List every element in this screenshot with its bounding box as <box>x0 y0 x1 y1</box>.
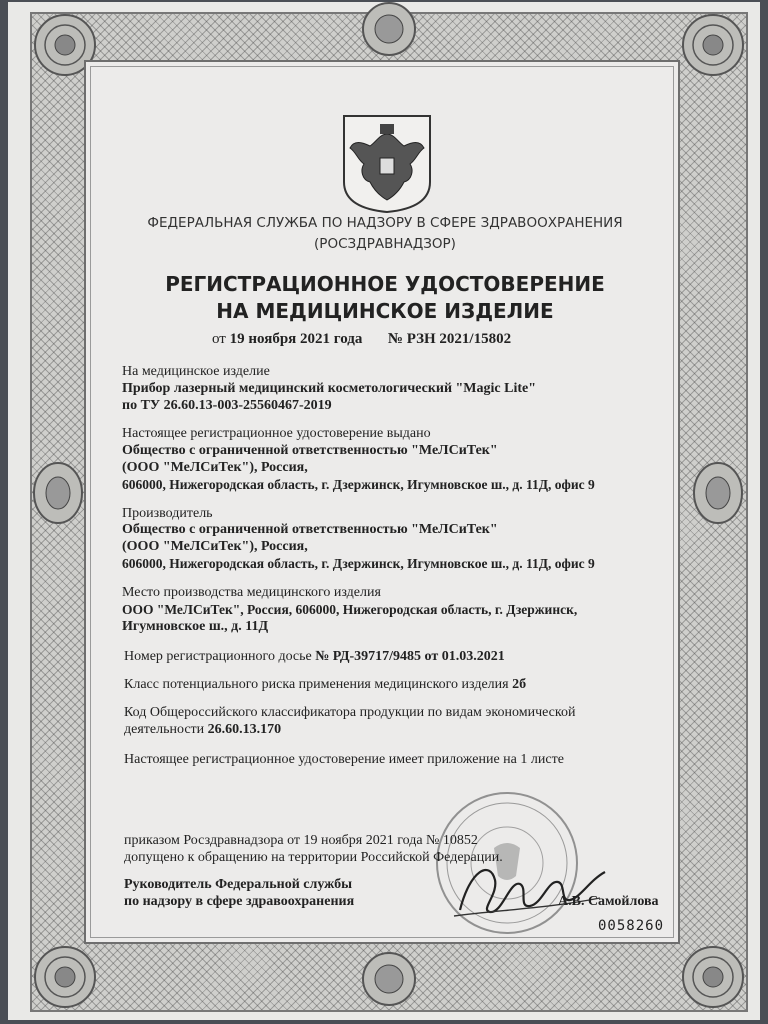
document-title-line1: РЕГИСТРАЦИОННОЕ УДОСТОВЕРЕНИЕ <box>165 272 605 296</box>
left-side-ornament <box>30 458 86 528</box>
issued-to-short-name: (ООО "МеЛСиТек"), Россия, <box>122 460 308 475</box>
signatory-title-line2: по надзору в сфере здравоохранения <box>124 894 355 909</box>
signatory-name: А.В. Самойлова <box>558 894 659 909</box>
manufacturer-short-name: (ООО "МеЛСиТек"), Россия, <box>122 539 308 554</box>
risk-class-label: Класс потенциального риска применения медицинского изделия <box>124 677 509 692</box>
dossier-row <box>124 649 505 665</box>
corner-ornament-bottom-left <box>30 942 100 1012</box>
okp-code: 26.60.13.170 <box>207 722 282 737</box>
agency-name: ФЕДЕРАЛЬНАЯ СЛУЖБА ПО НАДЗОРУ В СФЕРЕ ЗДРАВООХРАНЕНИЯ <box>147 215 623 231</box>
dossier-number: № РД-39717/9485 от 01.03.2021 <box>315 649 505 664</box>
device-label: На медицинское изделие <box>122 364 270 379</box>
right-side-ornament <box>690 458 746 528</box>
issued-to-label: Настоящее регистрационное удостоверение выдано <box>122 426 431 441</box>
production-site-line2: Игумновское ш., д. 11Д <box>122 619 269 634</box>
date-prefix: от <box>212 331 226 347</box>
appendix-note: Настоящее регистрационное удостоверение имеет приложение на 1 листе <box>124 752 564 767</box>
number-label: № <box>387 331 403 347</box>
production-site-line1: ООО "МеЛСиТек", Россия, 606000, Нижегородская область, г. Дзержинск, <box>122 602 578 617</box>
okp-label-continued: деятельности <box>124 722 205 737</box>
circulation-permission: допущено к обращению на территории Российской Федерации. <box>124 850 503 865</box>
okp-label: Код Общероссийского классификатора продукции по видам экономической <box>124 705 576 720</box>
signatory-title-line1: Руководитель Федеральной службы <box>124 877 353 892</box>
risk-class-value: 2б <box>512 677 527 692</box>
certificate-number: РЗН 2021/15802 <box>406 331 512 347</box>
issue-date-row <box>212 331 511 348</box>
device-name: Прибор лазерный медицинский косметологический "Magic Lite" <box>122 381 537 396</box>
manufacturer-company: Общество с ограниченной ответственностью "МеЛСиТек" <box>122 522 498 537</box>
agency-abbreviation: (РОСЗДРАВНАДЗОР) <box>314 236 456 252</box>
manufacturer-label: Производитель <box>122 506 213 521</box>
order-reference: приказом Росздравнадзора от 19 ноября 2021 года № 10852 <box>124 833 478 848</box>
handwritten-signature <box>440 850 610 930</box>
manufacturer-address: 606000, Нижегородская область, г. Дзержинск, Игумновское ш., д. 11Д, офис 9 <box>122 556 595 571</box>
okp-row <box>124 722 281 738</box>
device-spec: по ТУ 26.60.13-003-25560467-2019 <box>122 398 332 413</box>
production-site-label: Место производства медицинского изделия <box>122 585 381 600</box>
issued-to-address: 606000, Нижегородская область, г. Дзержинск, Игумновское ш., д. 11Д, офис 9 <box>122 477 595 492</box>
risk-class-row <box>124 677 526 693</box>
top-center-ornament <box>354 2 424 64</box>
corner-ornament-bottom-right <box>678 942 748 1012</box>
dossier-label: Номер регистрационного досье <box>124 649 312 664</box>
issue-date: 19 ноября 2021 года <box>229 331 363 347</box>
serial-number: 0058260 <box>598 918 665 934</box>
document-title-line2: НА МЕДИЦИНСКОЕ ИЗДЕЛИЕ <box>216 299 554 323</box>
issued-to-company: Общество с ограниченной ответственностью "МеЛСиТек" <box>122 443 498 458</box>
russian-coat-of-arms-icon <box>340 112 434 214</box>
corner-ornament-top-right <box>678 10 748 80</box>
bottom-center-ornament <box>354 944 424 1014</box>
